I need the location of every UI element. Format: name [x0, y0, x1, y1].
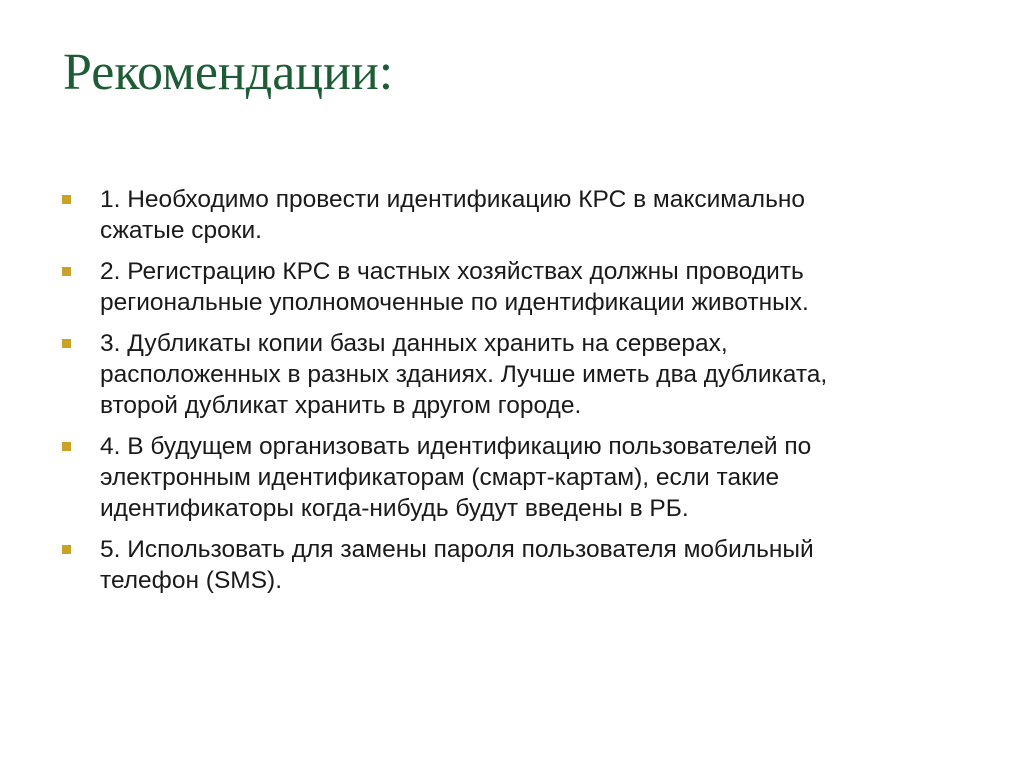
bullet-text: 1. Необходимо провести идентификацию КРС в максимально сжатые сроки. [100, 186, 805, 244]
bullet-text: 5. Использовать для замены пароля пользователя мобильный телефон (SMS). [100, 536, 814, 594]
list-item [62, 534, 962, 596]
list-item [62, 256, 962, 318]
square-bullet-icon [62, 339, 71, 348]
bullet-text: 2. Регистрацию КРС в частных хозяйствах должны проводить региональные уполномоченные по идентификации животных. [100, 258, 809, 316]
square-bullet-icon [62, 442, 71, 451]
slide-title: Рекомендации: [63, 44, 394, 101]
bullet-text: 4. В будущем организовать идентификацию пользователей по электронным идентификаторам (смарт-картам), если такие идентификаторы когда-нибудь будут введены в РБ. [100, 433, 812, 522]
square-bullet-icon [62, 195, 71, 204]
square-bullet-icon [62, 267, 71, 276]
bullet-list [62, 184, 962, 606]
list-item [62, 431, 962, 524]
list-item [62, 328, 962, 421]
list-item [62, 184, 962, 246]
bullet-text: 3. Дубликаты копии базы данных хранить на серверах, расположенных в разных зданиях. Лучше иметь два дубликата, второй дубликат хранить в другом городе. [100, 330, 828, 419]
square-bullet-icon [62, 545, 71, 554]
